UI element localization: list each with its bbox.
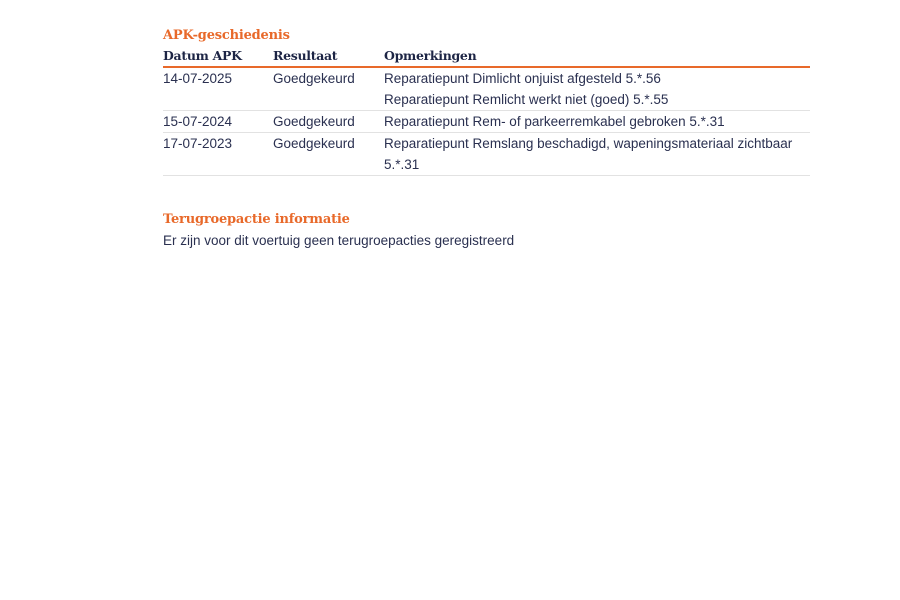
column-header-date: Datum APK xyxy=(163,46,273,67)
recall-text: Er zijn voor dit voertuig geen terugroepacties geregistreerd xyxy=(163,233,515,248)
table-row xyxy=(163,111,810,133)
row-date: 15-07-2024 xyxy=(163,111,273,133)
remark-line: Reparatiepunt Rem- of parkeerremkabel gebroken 5.*.31 xyxy=(384,114,725,129)
content xyxy=(163,26,810,252)
remark-line: Reparatiepunt Remslang beschadigd, wapeningsmateriaal zichtbaar 5.*.31 xyxy=(384,136,793,172)
recall-section xyxy=(163,210,810,252)
table-row xyxy=(163,133,810,176)
row-result: Goedgekeurd xyxy=(273,133,384,176)
apk-history-table xyxy=(163,46,810,176)
column-header-remarks: Opmerkingen xyxy=(384,46,810,67)
row-remarks xyxy=(384,67,810,111)
row-remarks xyxy=(384,133,810,176)
row-date: 17-07-2023 xyxy=(163,133,273,176)
table-header-row xyxy=(163,46,810,67)
row-date: 14-07-2025 xyxy=(163,67,273,111)
remark-line: Reparatiepunt Dimlicht onjuist afgesteld 5.*.56 xyxy=(384,71,661,86)
row-result: Goedgekeurd xyxy=(273,111,384,133)
remark-line: Reparatiepunt Remlicht werkt niet (goed) 5.*.55 xyxy=(384,92,669,107)
recall-title: Terugroepactie informatie xyxy=(163,212,350,227)
row-result: Goedgekeurd xyxy=(273,67,384,111)
table-row xyxy=(163,67,810,111)
apk-history-title: APK-geschiedenis xyxy=(163,28,290,43)
row-remarks xyxy=(384,111,810,133)
column-header-result: Resultaat xyxy=(273,46,384,67)
